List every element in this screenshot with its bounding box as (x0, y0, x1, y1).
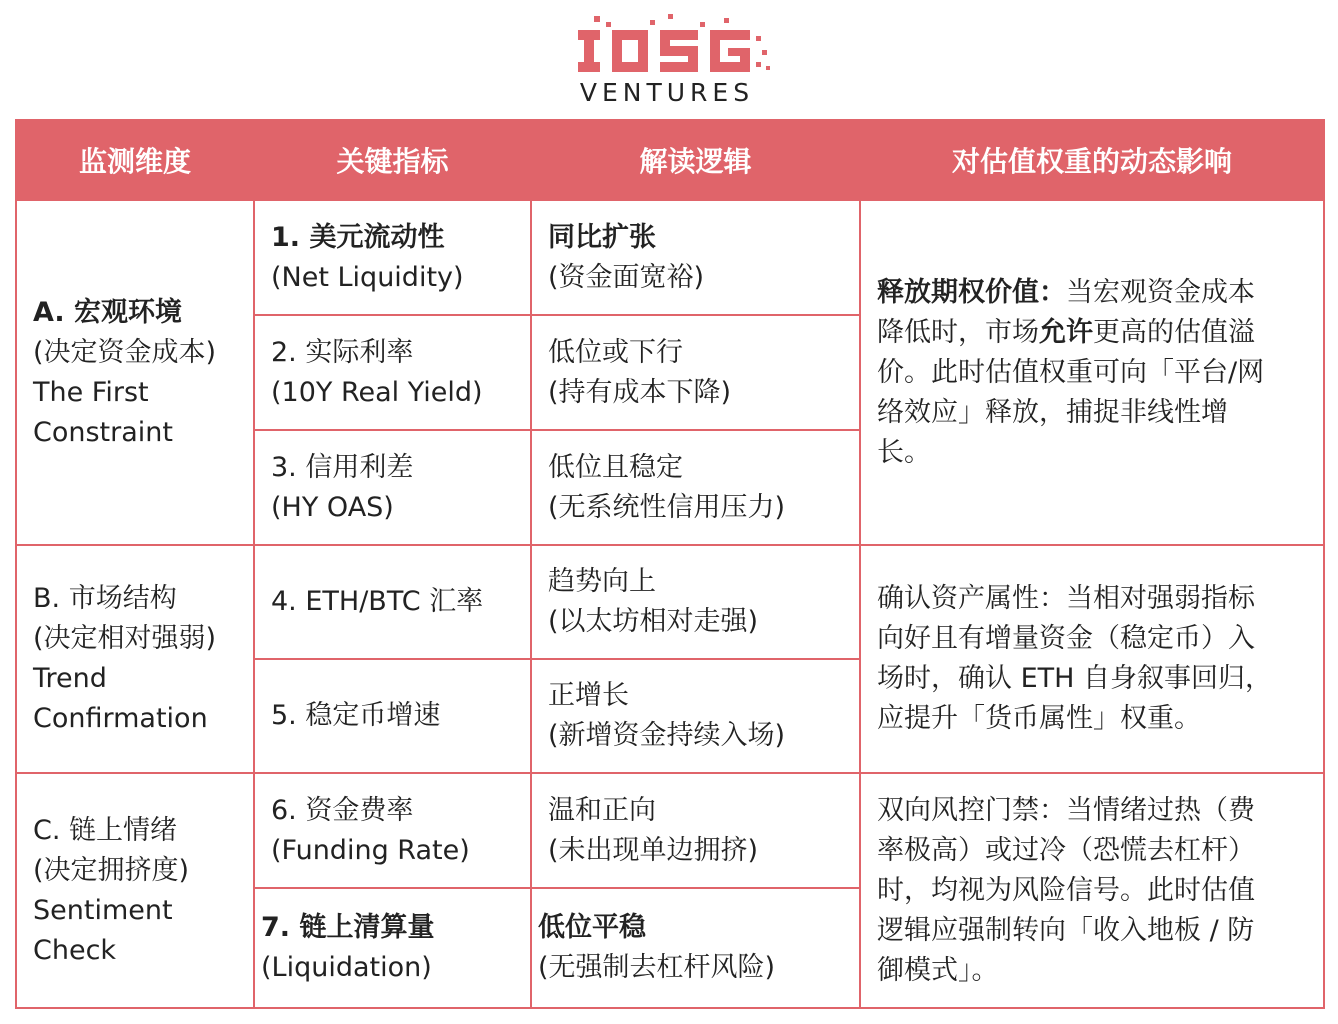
dimension-sub: (决定相对强弱) (33, 623, 217, 654)
dimension-en-1: Trend (33, 663, 107, 694)
indicator-cell (254, 888, 531, 1008)
indicator-cell (254, 659, 531, 773)
indicator-en: (Net Liquidity) (271, 261, 464, 293)
indicator-name: 6. 资金费率 (271, 794, 414, 826)
effect-text: 长。 (877, 436, 931, 468)
indicator-en: (Liquidation) (261, 952, 432, 983)
logic-sub: (以太坊相对走强) (548, 606, 759, 637)
logic-main: 趋势向上 (548, 566, 656, 597)
effect-cell-c (860, 773, 1324, 1008)
iosg-ventures-logo (0, 0, 1338, 118)
indicator-name: 1. 美元流动性 (271, 221, 445, 253)
logic-main: 同比扩张 (548, 221, 656, 253)
indicator-name: 2. 实际利率 (271, 336, 414, 368)
dimension-en-2: Confirmation (33, 703, 208, 734)
effect-cell-a (860, 200, 1324, 545)
indicator-name: 3. 信用利差 (271, 451, 414, 483)
effect-emphasis: 允许 (1039, 316, 1093, 348)
header-logic: 解读逻辑 (531, 120, 860, 200)
effect-text: 率极高）或过冷（恐慌去杠杆） (877, 834, 1255, 866)
logic-main: 低位平稳 (538, 912, 646, 943)
indicator-en: (HY OAS) (271, 491, 394, 523)
logic-cell (531, 545, 860, 659)
effect-text: 时，均视为风险信号。此时估值 (877, 874, 1255, 906)
logic-sub: (无系统性信用压力) (548, 491, 786, 523)
header-indicator: 关键指标 (254, 120, 531, 200)
effect-text: 向好且有增量资金（稳定币）入 (877, 623, 1255, 654)
logic-main: 低位且稳定 (548, 451, 683, 483)
dimension-cell-a (16, 200, 254, 545)
dimension-title: A. 宏观环境 (33, 296, 183, 328)
dimension-en-2: Constraint (33, 416, 173, 448)
logo-subtitle: VENTURES (579, 78, 755, 107)
dimension-en-1: Sentiment (33, 894, 173, 926)
effect-text: 当宏观资金成本 (1066, 276, 1255, 308)
logic-cell (531, 659, 860, 773)
dimension-cell-b (16, 545, 254, 773)
logic-main: 温和正向 (548, 794, 656, 826)
indicator-name: 4. ETH/BTC 汇率 (271, 586, 484, 617)
effect-text: 降低时，市场 (877, 316, 1039, 348)
effect-text: 络效应」释放，捕捉非线性增 (877, 396, 1228, 428)
indicator-cell (254, 545, 531, 659)
table-header-row (16, 120, 1324, 200)
logic-cell (531, 888, 860, 1008)
indicator-name: 5. 稳定币增速 (271, 700, 441, 731)
logic-main: 低位或下行 (548, 336, 683, 368)
header-dimension: 监测维度 (16, 120, 254, 200)
logic-cell (531, 430, 860, 545)
dimension-cell-c (16, 773, 254, 1008)
indicator-cell (254, 315, 531, 430)
effect-text: 确认资产属性：当相对强弱指标 (877, 583, 1255, 614)
effect-text: 价。此时估值权重可向「平台/网 (877, 356, 1265, 388)
logic-sub: (持有成本下降) (548, 376, 732, 408)
logic-cell (531, 315, 860, 430)
header-effect: 对估值权重的动态影响 (860, 120, 1324, 200)
effect-text: 逻辑应强制转向「收入地板 / 防 (877, 914, 1255, 946)
logic-sub: (未出现单边拥挤) (548, 834, 759, 866)
effect-text: 更高的估值溢 (1093, 316, 1255, 348)
table-row (16, 200, 1324, 315)
logic-main: 正增长 (548, 680, 629, 711)
logic-sub: (新增资金持续入场) (548, 720, 786, 751)
effect-cell-b (860, 545, 1324, 773)
indicator-en: (10Y Real Yield) (271, 376, 483, 408)
table-row (16, 545, 1324, 659)
logic-sub: (资金面宽裕) (548, 261, 705, 293)
effect-text: 双向风控门禁：当情绪过热（费 (877, 794, 1255, 826)
indicator-cell (254, 200, 531, 315)
dimension-title: C. 链上情绪 (33, 814, 178, 846)
logic-cell (531, 773, 860, 888)
dimension-en-2: Check (33, 934, 117, 966)
logic-cell (531, 200, 860, 315)
dimension-title: B. 市场结构 (33, 583, 177, 614)
effect-text: 御模式」。 (877, 954, 999, 986)
indicator-cell (254, 430, 531, 545)
effect-text: 应提升「货币属性」权重。 (877, 703, 1201, 734)
indicator-name: 7. 链上清算量 (261, 912, 435, 943)
dimension-en-1: The First (33, 376, 149, 408)
table-row (16, 773, 1324, 888)
effect-text: 场时，确认 ETH 自身叙事回归， (877, 663, 1273, 694)
indicator-en: (Funding Rate) (271, 834, 470, 866)
dimension-sub: (决定拥挤度) (33, 854, 190, 886)
indicator-cell (254, 773, 531, 888)
valuation-monitor-table (15, 119, 1325, 1009)
dimension-sub: (决定资金成本) (33, 336, 217, 368)
logic-sub: (无强制去杠杆风险) (538, 952, 776, 983)
effect-lead: 释放期权价值： (877, 276, 1066, 308)
